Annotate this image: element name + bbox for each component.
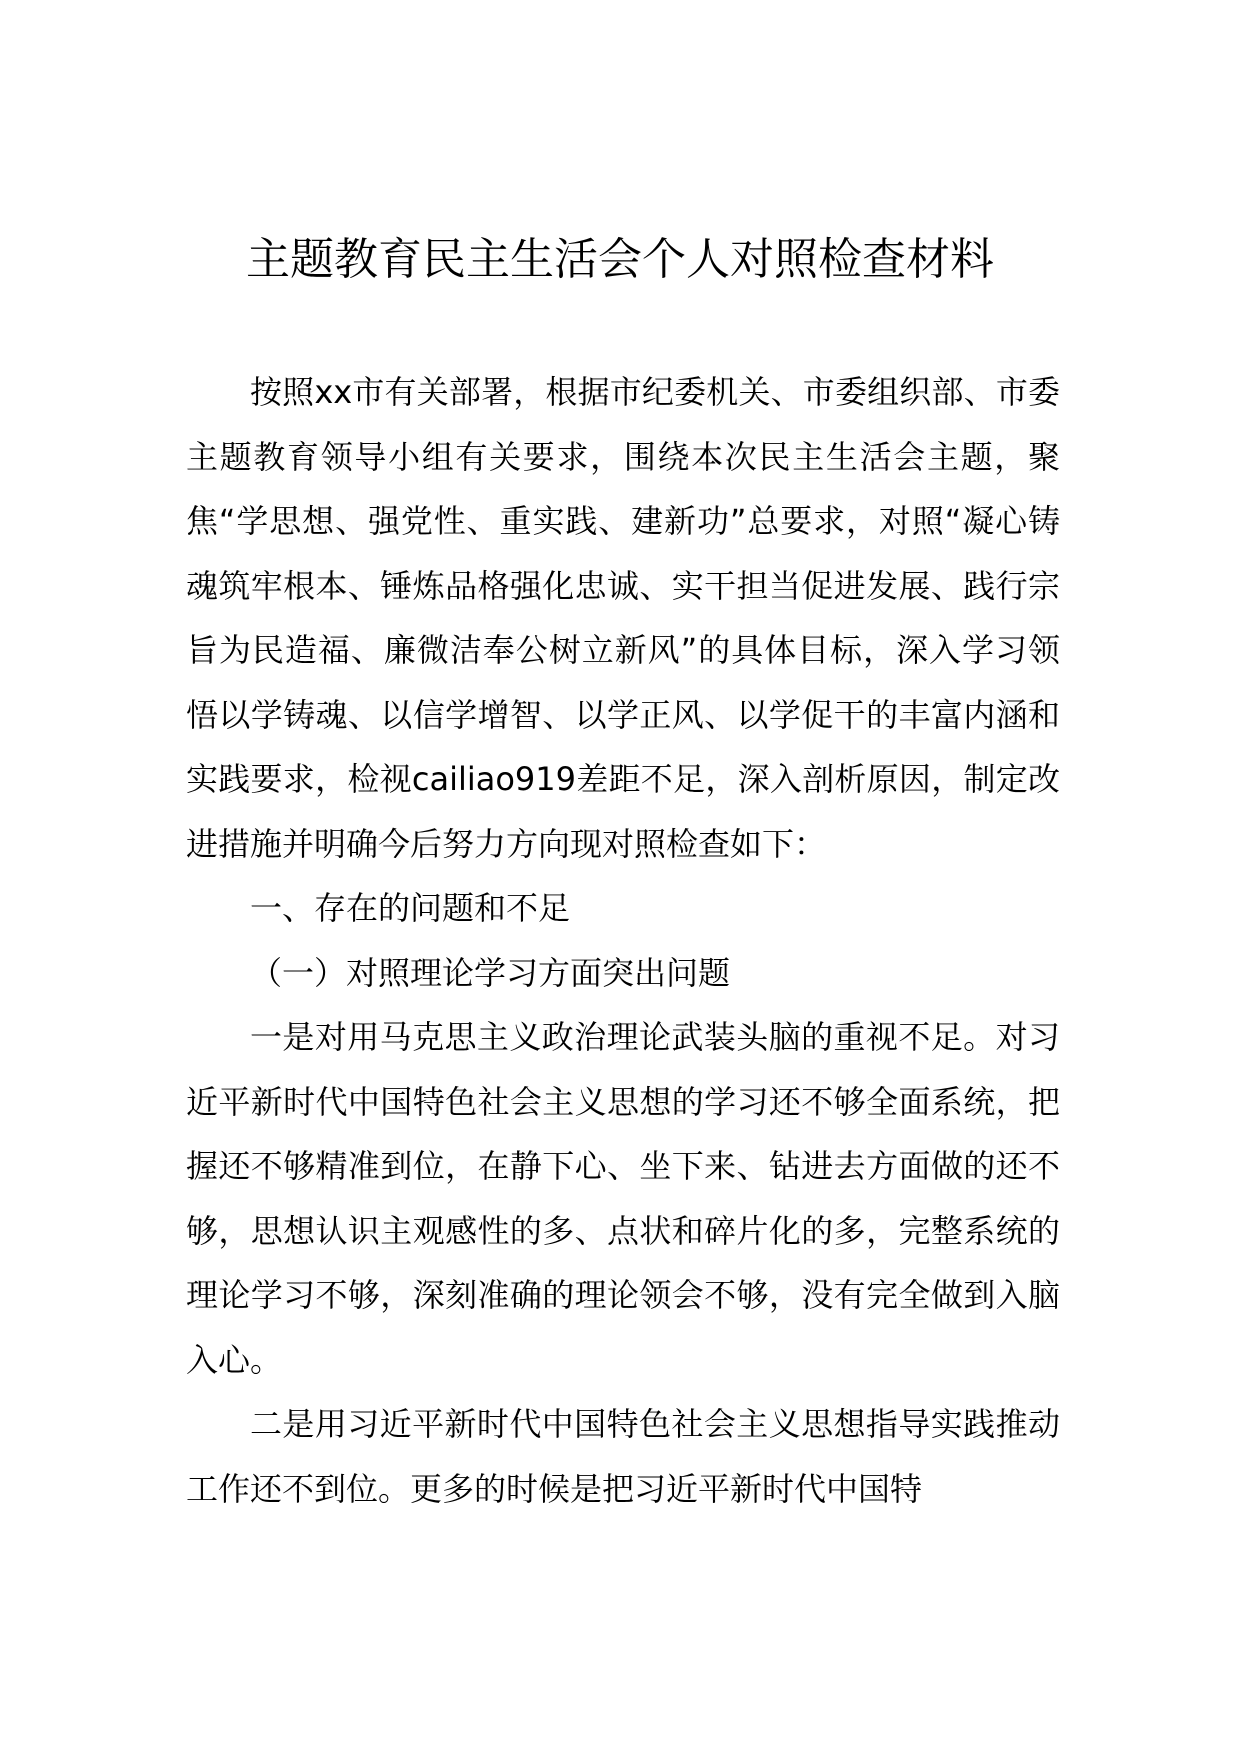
heading-section-1: 一、存在的问题和不足 bbox=[250, 889, 571, 927]
paragraph-intro: 按照xx市有关部署，根据市纪委机关、市委组织部、市委主题教育领导小组有关要求，围绕本次民主生活会主题，聚焦“学思想、强党性、重实践、建新功”总要求，对照“凝心铸魂筑牢根本、锤炼品格强化忠诚、实干担当促进发展、践行宗旨为民造福、廉微洁奉公树立新风”的具体目标，深入学习领悟以学铸魂、以信学增智、以学正风、以学促干的丰富内涵和实践要求，检视cailiao919差距不足，深入剖析原因，制定改进措施并明确今后努力方向现对照检查如下： bbox=[186, 373, 1060, 863]
paragraph-point-1: 一是对用马克思主义政治理论武装头脑的重视不足。对习近平新时代中国特色社会主义思想的学习还不够全面系统，把握还不够精准到位，在静下心、坐下来、钻进去方面做的还不够，思想认识主观感性的多、点状和碎片化的多，完整系统的理论学习不够，深刻准确的理论领会不够，没有完全做到入脑入心。 bbox=[186, 1018, 1060, 1379]
heading-subsection-1: （一）对照理论学习方面突出问题 bbox=[250, 953, 731, 992]
paragraph-point-2: 二是用习近平新时代中国特色社会主义思想指导实践推动工作还不到位。更多的时候是把习近平新时代中国特 bbox=[186, 1405, 1060, 1508]
document-title: 主题教育民主生活会个人对照检查材料 bbox=[246, 234, 994, 285]
document-body bbox=[186, 360, 1060, 1521]
